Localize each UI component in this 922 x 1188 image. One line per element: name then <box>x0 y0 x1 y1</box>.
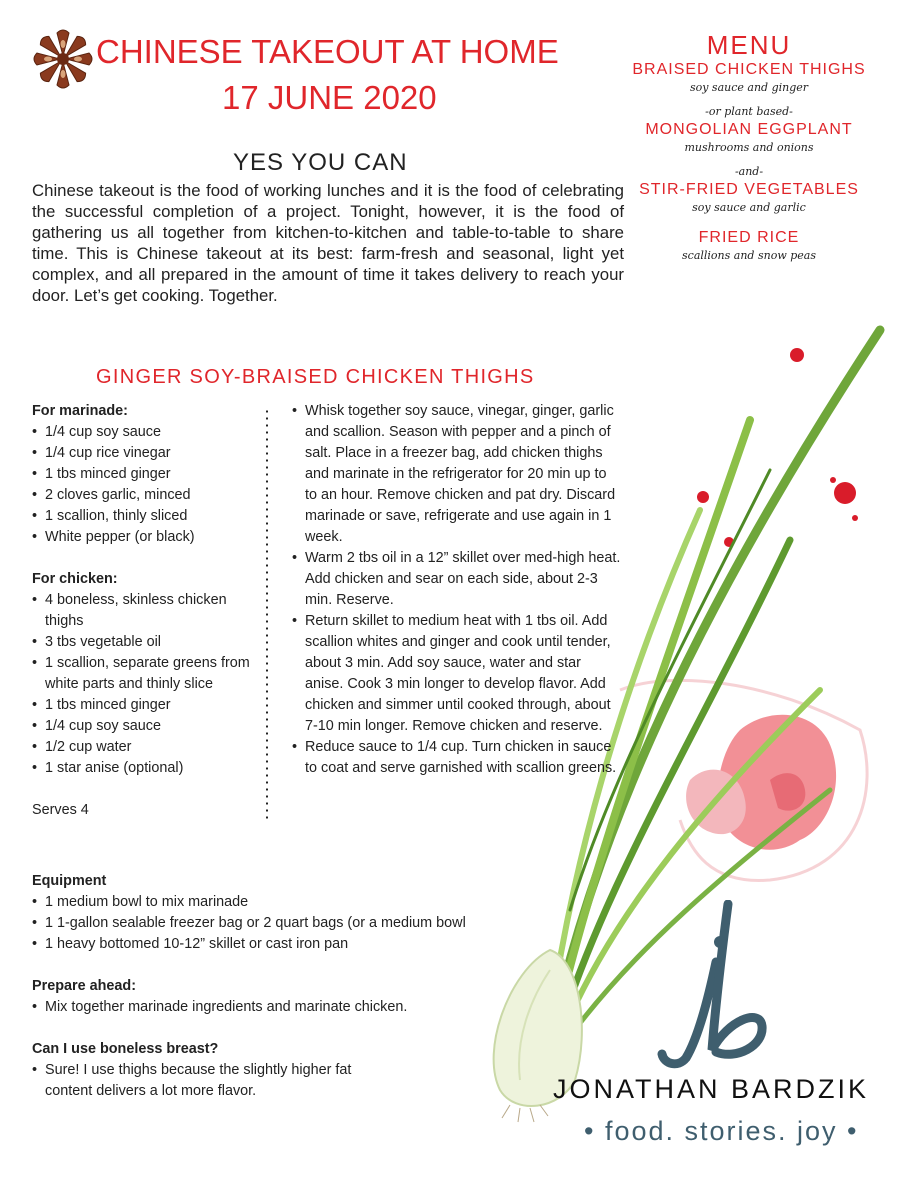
menu-item-name: MONGOLIAN EGGPLANT <box>645 121 853 138</box>
marinade-heading: For marinade: <box>32 403 128 419</box>
breast-list <box>32 1060 392 1102</box>
watercolor-splash <box>620 680 867 880</box>
menu-item-name: STIR-FRIED VEGETABLES <box>639 181 859 198</box>
menu-item-desc: soy sauce and ginger <box>689 81 809 94</box>
list-item: • 1/2 cup water <box>32 737 264 758</box>
ingredients-column <box>32 401 264 821</box>
intro-paragraph: Chinese takeout is the food of working lunches and it is the food of celebrating the successful completion of a project. Tonight, however, it is the food of gathering us all together from kitchen-to-kitchen and table-to-table to share time. This is Chinese takeout at its best: farm-fresh and seasonal, light yet complex, and all prepared in the amount of time it takes delivery to reach your door. Let’s get cooking. Together. <box>32 181 624 305</box>
list-item: • 1 medium bowl to mix marinade <box>32 892 472 913</box>
steps-column <box>292 401 622 779</box>
list-item: • Sure! I use thighs because the slightly higher fat content delivers a lot more flavor. <box>32 1060 392 1102</box>
menu-separator: -or plant based- <box>705 105 793 118</box>
list-item: • 1 scallion, thinly sliced <box>32 506 264 527</box>
step-item: • Return skillet to medium heat with 1 tbs oil. Add scallion whites and ginger and cook until tender, about 3 min. Add soy sauce, water and star anise. Cook 3 min longer to develop flavor. Add chicken and simmer until cooked through, about 7-10 min longer. Remove chicken and reserve. <box>292 611 622 737</box>
steps-list <box>292 401 622 779</box>
list-item: • 1 scallion, separate greens from white parts and thinly slice <box>32 653 264 695</box>
menu-item-name: BRAISED CHICKEN THIGHS <box>632 61 866 78</box>
logo-text: jb <box>650 900 651 901</box>
list-item: • 1 tbs minced ginger <box>32 695 264 716</box>
list-item: • 2 cloves garlic, minced <box>32 485 264 506</box>
list-item: • 1 heavy bottomed 10-12” skillet or cast iron pan <box>32 934 472 955</box>
serves-text: Serves 4 <box>32 802 89 818</box>
list-item: • 4 boneless, skinless chicken thighs <box>32 590 264 632</box>
chicken-list <box>32 590 264 779</box>
list-item: • 1/4 cup soy sauce <box>32 716 264 737</box>
menu-item-desc: soy sauce and garlic <box>692 201 806 214</box>
list-item: • 1 star anise (optional) <box>32 758 264 779</box>
prepare-heading: Prepare ahead: <box>32 978 136 994</box>
marinade-list <box>32 422 264 548</box>
list-item: • White pepper (or black) <box>32 527 264 548</box>
menu-item-name: FRIED RICE <box>698 229 800 246</box>
paint-drops <box>697 310 912 547</box>
equipment-list <box>32 892 472 955</box>
equipment-heading: Equipment <box>32 873 107 889</box>
menu-heading: MENU <box>706 30 792 60</box>
step-item: • Warm 2 tbs oil in a 12” skillet over med-high heat. Add chicken and sear on each side, about 2-3 min. Reserve. <box>292 548 622 611</box>
list-item: • 1/4 cup rice vinegar <box>32 443 264 464</box>
menu-panel <box>622 30 876 264</box>
step-item: • Reduce sauce to 1/4 cup. Turn chicken in sauce to coat and serve garnished with scallion greens. <box>292 737 622 779</box>
star-anise-icon <box>30 26 96 92</box>
menu-separator: -and- <box>734 165 764 178</box>
page-date: 17 JUNE 2020 <box>222 79 437 116</box>
list-item: • 1 tbs minced ginger <box>32 464 264 485</box>
list-item: • 1 1-gallon sealable freezer bag or 2 quart bags (or a medium bowl <box>32 913 472 934</box>
chicken-heading: For chicken: <box>32 571 118 587</box>
jb-logo <box>650 900 780 1070</box>
column-divider <box>266 408 268 822</box>
page-title: CHINESE TAKEOUT AT HOME <box>96 33 559 70</box>
intro-heading: YES YOU CAN <box>233 149 408 176</box>
list-item: • 3 tbs vegetable oil <box>32 632 264 653</box>
step-item: • Whisk together soy sauce, vinegar, ginger, garlic and scallion. Season with pepper and a pinch of salt. Place in a freezer bag, add chicken thighs and marinate in the refrigerator for 20 min up to to an hour. Remove chicken and pat dry. Discard marinade or save, refrigerate and use again in 1 week. <box>292 401 622 548</box>
list-item: • Mix together marinade ingredients and marinate chicken. <box>32 997 472 1018</box>
brand-tagline: • food. stories. joy • <box>584 1116 859 1146</box>
menu-item-desc: scallions and snow peas <box>682 249 816 262</box>
menu-item-desc: mushrooms and onions <box>684 141 814 154</box>
recipe-title: GINGER SOY-BRAISED CHICKEN THIGHS <box>96 366 535 388</box>
brand-name: JONATHAN BARDZIK <box>553 1074 870 1104</box>
list-item: • 1/4 cup soy sauce <box>32 422 264 443</box>
notes-section <box>32 871 472 1102</box>
breast-heading: Can I use boneless breast? <box>32 1041 219 1057</box>
prepare-list <box>32 997 472 1018</box>
